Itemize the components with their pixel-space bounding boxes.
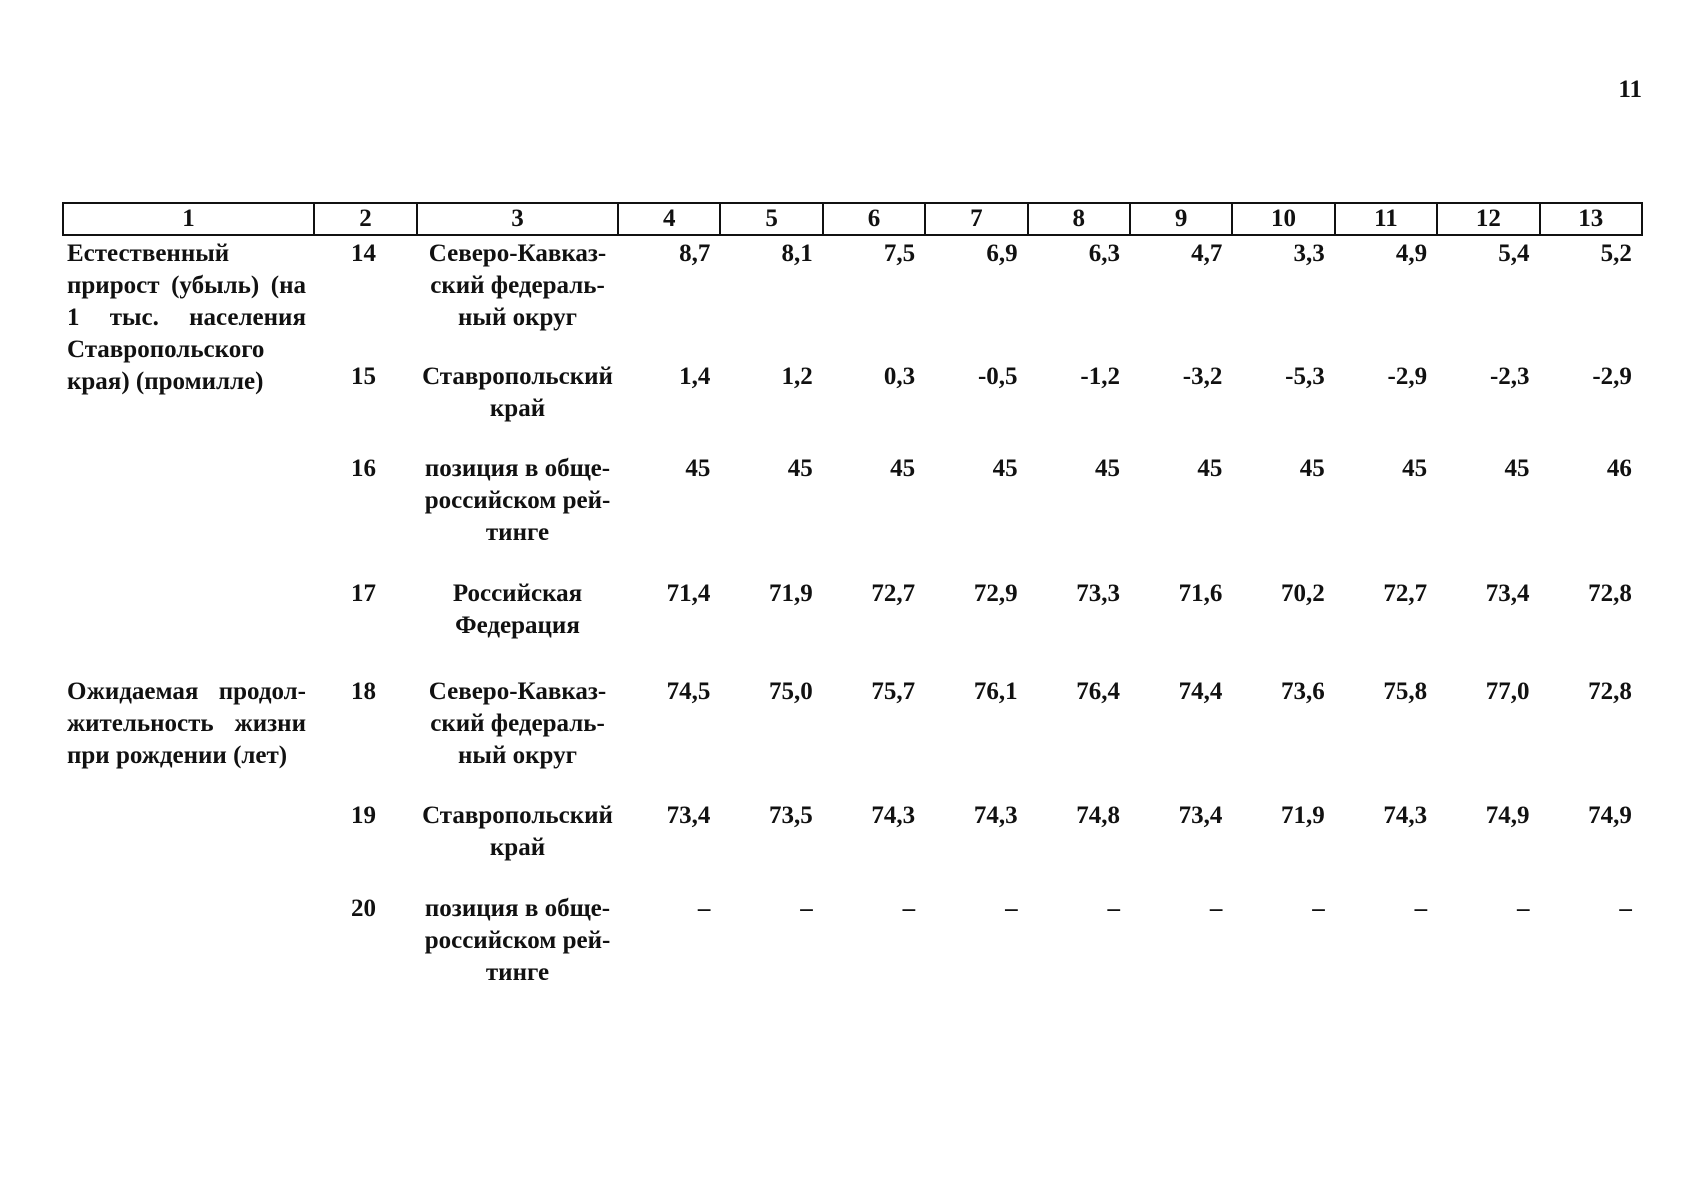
value-cell: 45 [1197,455,1223,482]
value-cell: 75,0 [769,678,813,705]
region-name: Ставропольский край [422,363,613,422]
region-name: позиция в обще-российском рей-тинге [424,895,611,986]
row-number: 20 [351,895,376,922]
value-cell: 73,5 [769,802,813,829]
value-cell: 75,7 [871,678,916,705]
indicator-name: Естественный прирост (убыль) (на 1 тыс. населения Ставропольского края) (промилле) [67,240,306,395]
region-name: Ставропольский край [422,802,613,861]
column-header: 11 [1335,203,1437,235]
value-cell: -2,9 [1387,363,1428,390]
value-cell: 73,3 [1076,580,1120,607]
row-number: 19 [351,802,376,829]
row-number: 15 [351,363,376,390]
row-number: 18 [351,678,376,705]
value-cell: 74,3 [1383,802,1428,829]
value-cell: 6,3 [1088,240,1120,267]
row-number: 16 [351,455,376,482]
row-number: 17 [351,580,376,607]
table-header-row [63,203,1642,235]
value-cell: 6,9 [986,240,1018,267]
value-cell: 74,5 [666,678,711,705]
value-cell: 8,1 [781,240,813,267]
value-cell: 71,9 [769,580,813,607]
value-cell: 74,8 [1076,802,1120,829]
value-cell: -3,2 [1182,363,1223,390]
value-cell: 72,8 [1588,580,1632,607]
value-cell: 76,4 [1076,678,1120,705]
value-cell: 45 [1094,455,1120,482]
value-cell: 45 [1504,455,1530,482]
value-cell: 72,7 [871,580,916,607]
value-cell: 71,4 [666,580,711,607]
indicator-name: Ожидаемая продол-жительность жизни при рождении (лет) [67,678,306,769]
column-header: 3 [417,203,618,235]
value-cell: 75,8 [1383,678,1428,705]
value-cell: 74,9 [1485,802,1530,829]
value-cell: 73,4 [1178,802,1223,829]
value-cell: – [697,895,711,922]
value-cell: 46 [1606,455,1632,482]
region-name: Северо-Кавказ-ский федераль-ный округ [428,678,607,769]
value-cell: -5,3 [1285,363,1325,390]
column-header: 1 [63,203,314,235]
value-cell: 74,9 [1588,802,1632,829]
value-cell: -0,5 [977,363,1018,390]
value-cell: 4,9 [1395,240,1428,267]
value-cell: 45 [685,455,711,482]
value-cell: – [1312,895,1325,922]
value-cell: 70,2 [1280,580,1325,607]
value-cell: -2,9 [1592,363,1632,390]
column-header: 12 [1437,203,1539,235]
value-cell: 0,3 [883,363,916,390]
column-header: 7 [925,203,1027,235]
region-name: Северо-Кавказ-ский федераль-ный округ [428,240,607,331]
value-cell: 3,3 [1293,240,1325,267]
region-name: позиция в обще-российском рей-тинге [424,455,611,546]
column-header: 13 [1540,203,1642,235]
value-cell: – [902,895,916,922]
row-number: 14 [351,240,376,267]
value-cell: 8,7 [679,240,711,267]
value-cell: – [800,895,813,922]
value-cell: 5,4 [1498,240,1530,267]
value-cell: 74,4 [1178,678,1223,705]
column-header: 8 [1028,203,1130,235]
value-cell: 4,7 [1191,240,1223,267]
value-cell: 77,0 [1485,678,1530,705]
column-header: 9 [1130,203,1232,235]
value-cell: 45 [890,455,916,482]
column-header: 4 [618,203,720,235]
value-cell: – [1209,895,1223,922]
value-cell: – [1005,895,1018,922]
value-cell: 72,8 [1588,678,1632,705]
value-cell: – [1107,895,1120,922]
value-cell: 5,2 [1600,240,1632,267]
column-header: 10 [1232,203,1334,235]
value-cell: 73,6 [1280,678,1325,705]
value-cell: 45 [1402,455,1428,482]
value-cell: -2,3 [1489,363,1530,390]
table-row [63,235,1642,361]
value-cell: 1,2 [781,363,813,390]
table-row [63,674,1642,800]
value-cell: – [1517,895,1530,922]
value-cell: 76,1 [973,678,1018,705]
column-header: 5 [720,203,822,235]
region-name: Российская Федерация [452,580,583,639]
column-header: 6 [823,203,925,235]
value-cell: – [1619,895,1632,922]
value-cell: 74,3 [871,802,916,829]
value-cell: 74,3 [973,802,1018,829]
value-cell: 73,4 [1485,580,1530,607]
value-cell: 45 [992,455,1018,482]
value-cell: 45 [787,455,813,482]
value-cell: 71,6 [1178,580,1223,607]
column-header: 2 [314,203,417,235]
page-number: 11 [1618,76,1642,103]
value-cell: – [1414,895,1428,922]
value-cell: 71,9 [1280,802,1325,829]
value-cell: -1,2 [1080,363,1120,390]
value-cell: 72,7 [1383,580,1428,607]
value-cell: 7,5 [883,240,916,267]
value-cell: 1,4 [679,363,711,390]
value-cell: 72,9 [973,580,1018,607]
data-table [62,202,1643,993]
value-cell: 45 [1299,455,1325,482]
value-cell: 73,4 [666,802,711,829]
